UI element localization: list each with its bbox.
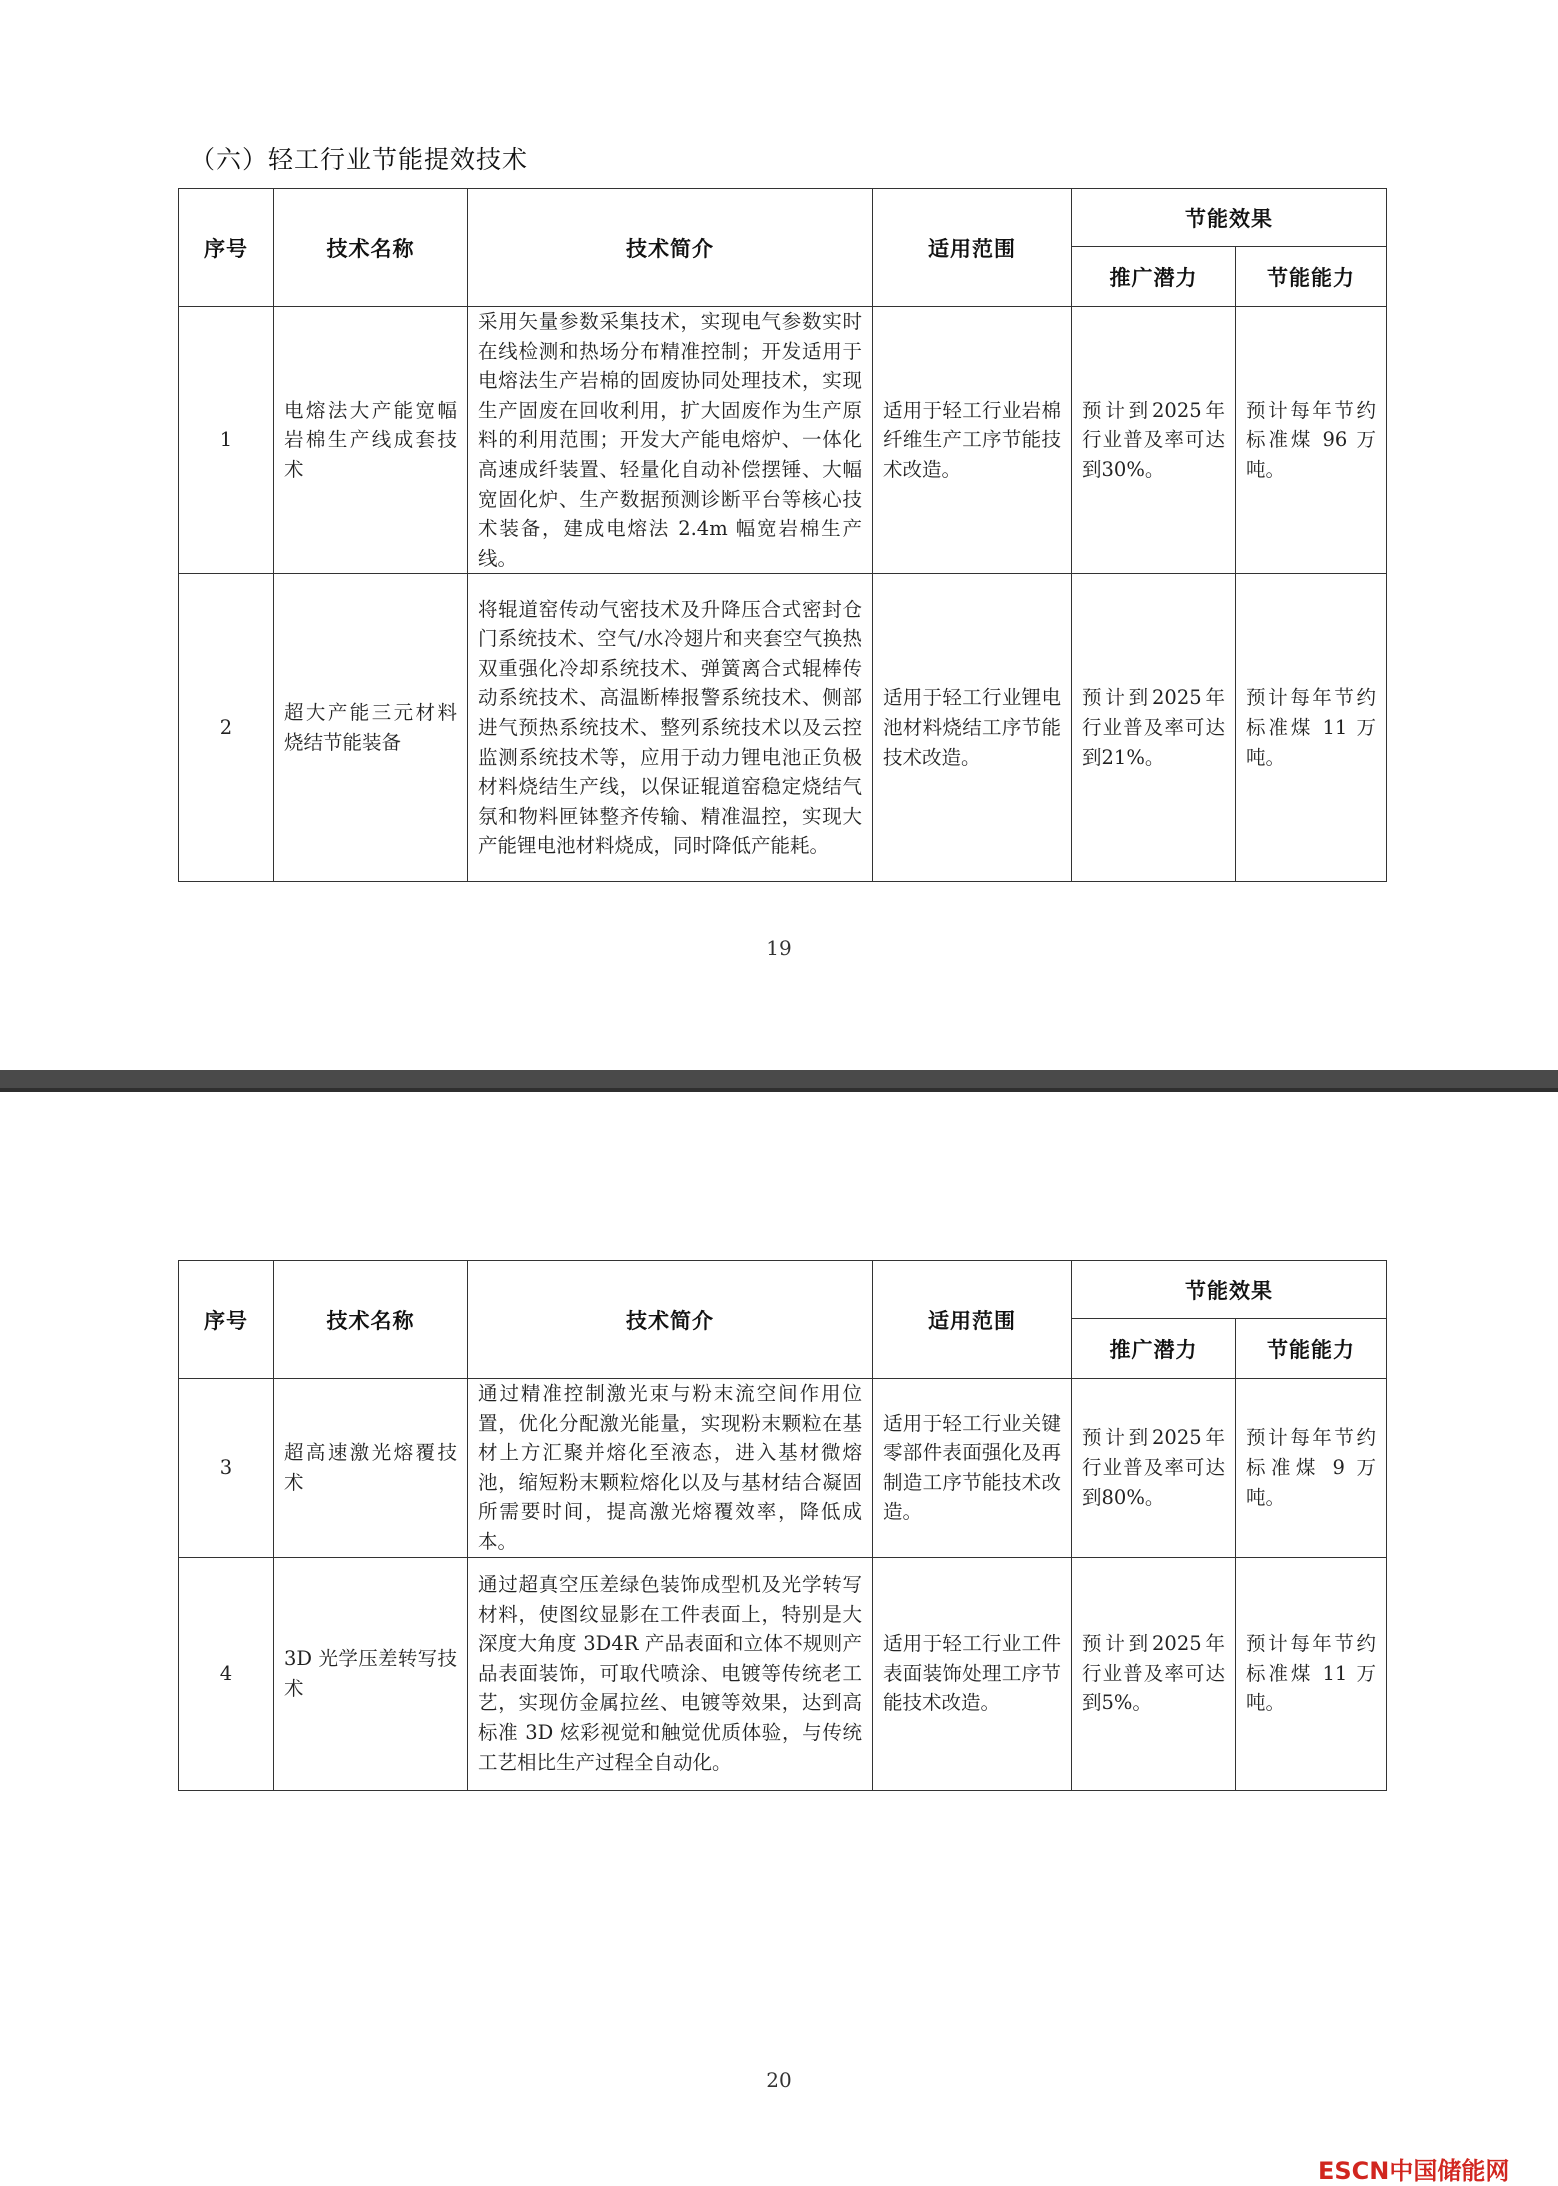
table-row (179, 307, 1387, 574)
header-name: 技术名称 (274, 189, 468, 307)
row-intro: 通过超真空压差绿色装饰成型机及光学转写材料，使图纹显影在工件表面上，特别是大深度大角度 3D4R 产品表面和立体不规则产品表面装饰，可取代喷涂、电镀等传统老工艺，实现仿金属拉丝、电镀等效果，达到高标准 3D 炫彩视觉和触觉优质体验，与传统工艺相比生产过程全自动化。 (468, 1557, 873, 1790)
header-name: 技术名称 (274, 1261, 468, 1379)
table-row (179, 574, 1387, 882)
section-title: （六）轻工行业节能提效技术 (190, 145, 529, 174)
row-no: 3 (179, 1379, 274, 1558)
row-capacity: 预计每年节约标准煤 11 万吨。 (1236, 574, 1387, 882)
technology-table-page-19 (178, 188, 1387, 882)
watermark-logo: ESCN中国储能网 (1318, 2157, 1510, 2185)
header-capacity: 节能能力 (1236, 247, 1387, 307)
row-scope: 适用于轻工行业锂电池材料烧结工序节能技术改造。 (873, 574, 1072, 882)
row-no: 1 (179, 307, 274, 574)
row-potential: 预计到2025年行业普及率可达到30%。 (1072, 307, 1236, 574)
row-name: 电熔法大产能宽幅岩棉生产线成套技术 (274, 307, 468, 574)
row-scope: 适用于轻工行业关键零部件表面强化及再制造工序节能技术改造。 (873, 1379, 1072, 1558)
row-name: 3D 光学压差转写技术 (274, 1557, 468, 1790)
header-no: 序号 (179, 189, 274, 307)
table-row (179, 1557, 1387, 1790)
row-no: 4 (179, 1557, 274, 1790)
header-scope: 适用范围 (873, 1261, 1072, 1379)
row-intro: 通过精准控制激光束与粉末流空间作用位置，优化分配激光能量，实现粉末颗粒在基材上方汇聚并熔化至液态，进入基材微熔池，缩短粉末颗粒熔化以及与基材结合凝固所需要时间，提高激光熔覆效率，降低成本。 (468, 1379, 873, 1558)
row-potential: 预计到2025年行业普及率可达到80%。 (1072, 1379, 1236, 1558)
row-no: 2 (179, 574, 274, 882)
row-name: 超大产能三元材料烧结节能装备 (274, 574, 468, 882)
technology-table-page-20 (178, 1260, 1387, 1791)
row-name: 超高速激光熔覆技术 (274, 1379, 468, 1558)
header-scope: 适用范围 (873, 189, 1072, 307)
header-effect: 节能效果 (1072, 189, 1387, 247)
header-intro: 技术简介 (468, 189, 873, 307)
row-intro: 采用矢量参数采集技术，实现电气参数实时在线检测和热场分布精准控制；开发适用于电熔法生产岩棉的固废协同处理技术，实现生产固废在回收利用，扩大固废作为生产原料的利用范围；开发大产能电熔炉、一体化高速成纤装置、轻量化自动补偿摆锤、大幅宽固化炉、生产数据预测诊断平台等核心技术装备，建成电熔法 2.4m 幅宽岩棉生产线。 (468, 307, 873, 574)
header-no: 序号 (179, 1261, 274, 1379)
header-potential: 推广潜力 (1072, 1319, 1236, 1379)
page-separator (0, 1070, 1558, 1092)
page-number: 19 (766, 936, 792, 960)
header-potential: 推广潜力 (1072, 247, 1236, 307)
row-scope: 适用于轻工行业岩棉纤维生产工序节能技术改造。 (873, 307, 1072, 574)
header-capacity: 节能能力 (1236, 1319, 1387, 1379)
header-effect: 节能效果 (1072, 1261, 1387, 1319)
table-row (179, 1379, 1387, 1558)
header-intro: 技术简介 (468, 1261, 873, 1379)
page-number: 20 (766, 2068, 792, 2092)
row-capacity: 预计每年节约标准煤 11 万吨。 (1236, 1557, 1387, 1790)
row-potential: 预计到2025年行业普及率可达到21%。 (1072, 574, 1236, 882)
row-potential: 预计到2025年行业普及率可达到5%。 (1072, 1557, 1236, 1790)
document-page-19 (0, 0, 1558, 1070)
row-intro: 将辊道窑传动气密技术及升降压合式密封仓门系统技术、空气/水冷翅片和夹套空气换热双重强化冷却系统技术、弹簧离合式辊棒传动系统技术、高温断棒报警系统技术、侧部进气预热系统技术、整列系统技术以及云控监测系统技术等，应用于动力锂电池正负极材料烧结生产线，以保证辊道窑稳定烧结气氛和物料匣钵整齐传输、精准温控，实现大产能锂电池材料烧成，同时降低产能耗。 (468, 574, 873, 882)
row-scope: 适用于轻工行业工件表面装饰处理工序节能技术改造。 (873, 1557, 1072, 1790)
row-capacity: 预计每年节约标准煤 9 万吨。 (1236, 1379, 1387, 1558)
row-capacity: 预计每年节约标准煤 96 万吨。 (1236, 307, 1387, 574)
